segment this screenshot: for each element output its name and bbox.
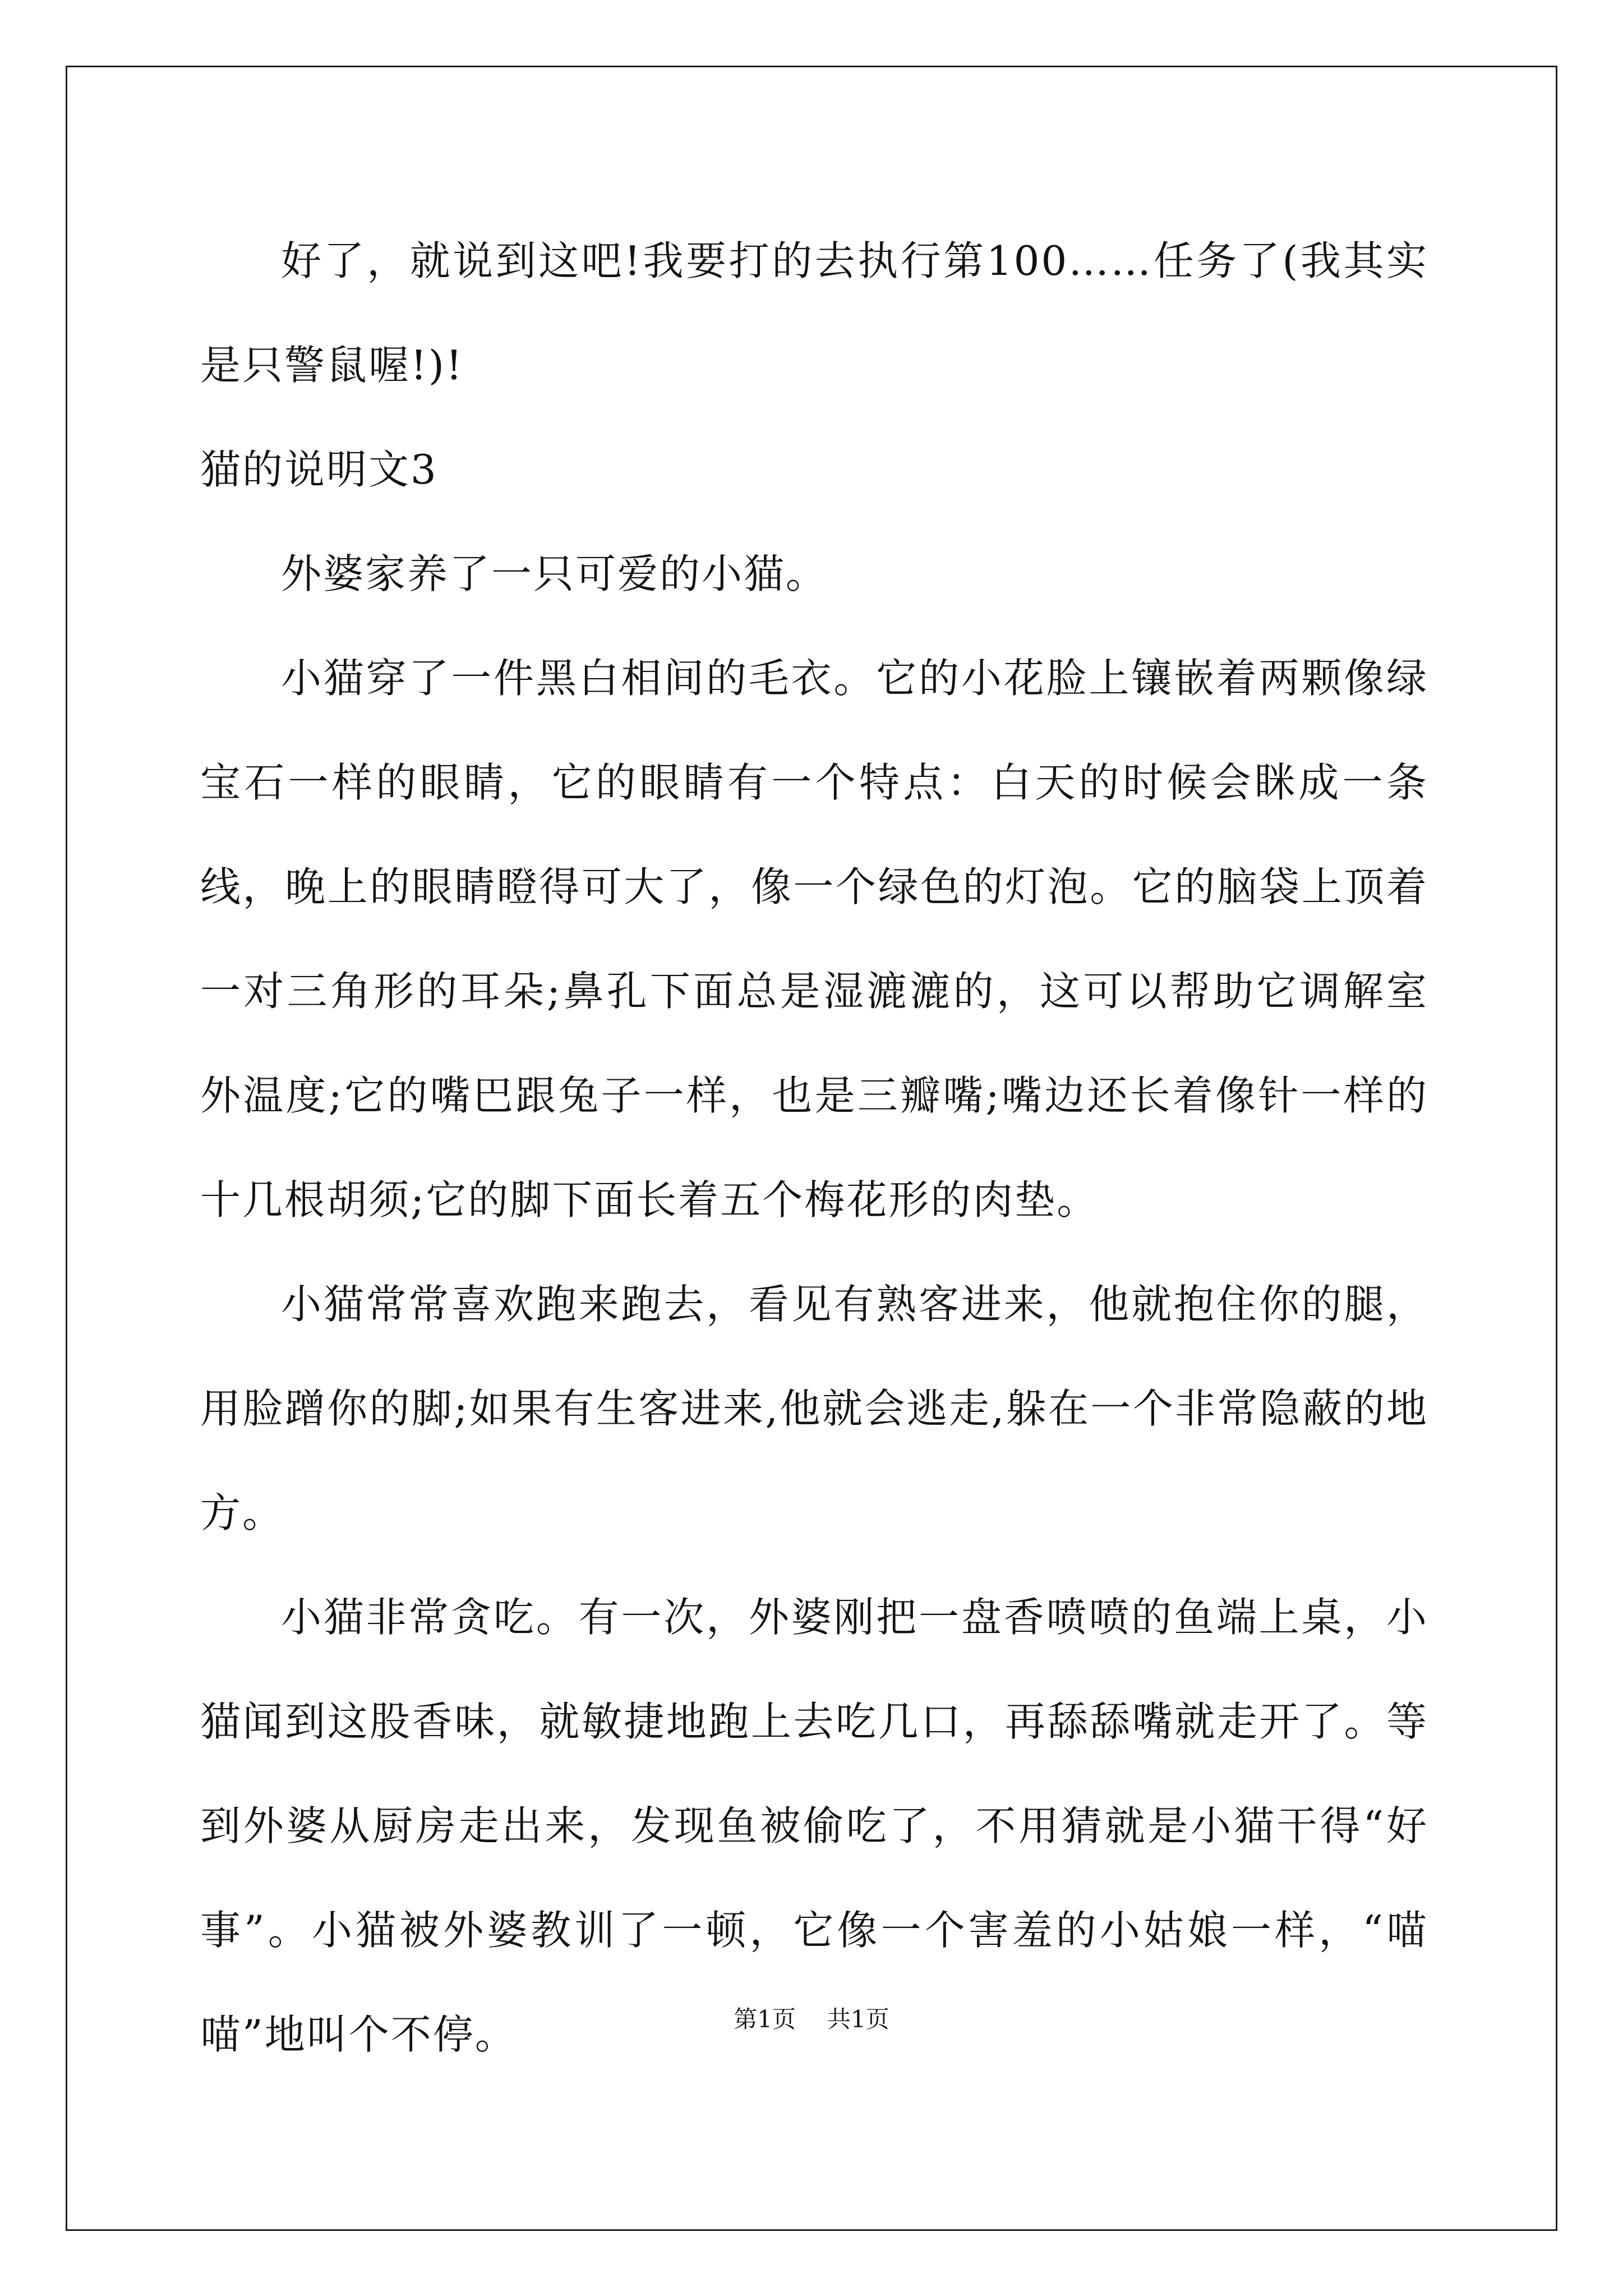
- paragraph-closing: 好了，就说到这吧!我要打的去执行第100……任务了(我其实是只警鼠喔!)!: [200, 237, 1428, 389]
- paragraph-intro: 外婆家养了一只可爱的小猫。: [281, 550, 828, 597]
- paragraph-behavior: 小猫常常喜欢跑来跑去，看见有熟客进来，他就抱住你的腿，用脸蹭你的脚;如果有生客进来,他就会逃走,躲在一个非常隐蔽的地方。: [200, 1281, 1428, 1536]
- page-number: 第1页: [734, 2005, 796, 2033]
- page-footer: [0, 2003, 1623, 2036]
- page-total: 共1页: [827, 2005, 889, 2033]
- document-body: [200, 209, 1428, 2087]
- section-heading: 猫的说明文3: [200, 446, 438, 493]
- paragraph-appearance: 小猫穿了一件黑白相间的毛衣。它的小花脸上镶嵌着两颗像绿宝石一样的眼睛，它的眼睛有一个特点：白天的时候会眯成一条线，晚上的眼睛瞪得可大了，像一个绿色的灯泡。它的脑袋上顶着一对三角形的耳朵;鼻孔下面总是湿漉漉的，这可以帮助它调解室外温度;它的嘴巴跟兔子一样，也是三瓣嘴;嘴边还长着像针一样的十几根胡须;它的脚下面长着五个梅花形的肉垫。: [200, 655, 1428, 1223]
- paragraph-greedy: 小猫非常贪吃。有一次，外婆刚把一盘香喷喷的鱼端上桌，小猫闻到这股香味，就敏捷地跑上去吃几口，再舔舔嘴就走开了。等到外婆从厨房走出来，发现鱼被偷吃了，不用猜就是小猫干得“好事”。小猫被外婆教训了一顿，它像一个害羞的小姑娘一样，“喵喵”地叫个不停。: [200, 1594, 1428, 2058]
